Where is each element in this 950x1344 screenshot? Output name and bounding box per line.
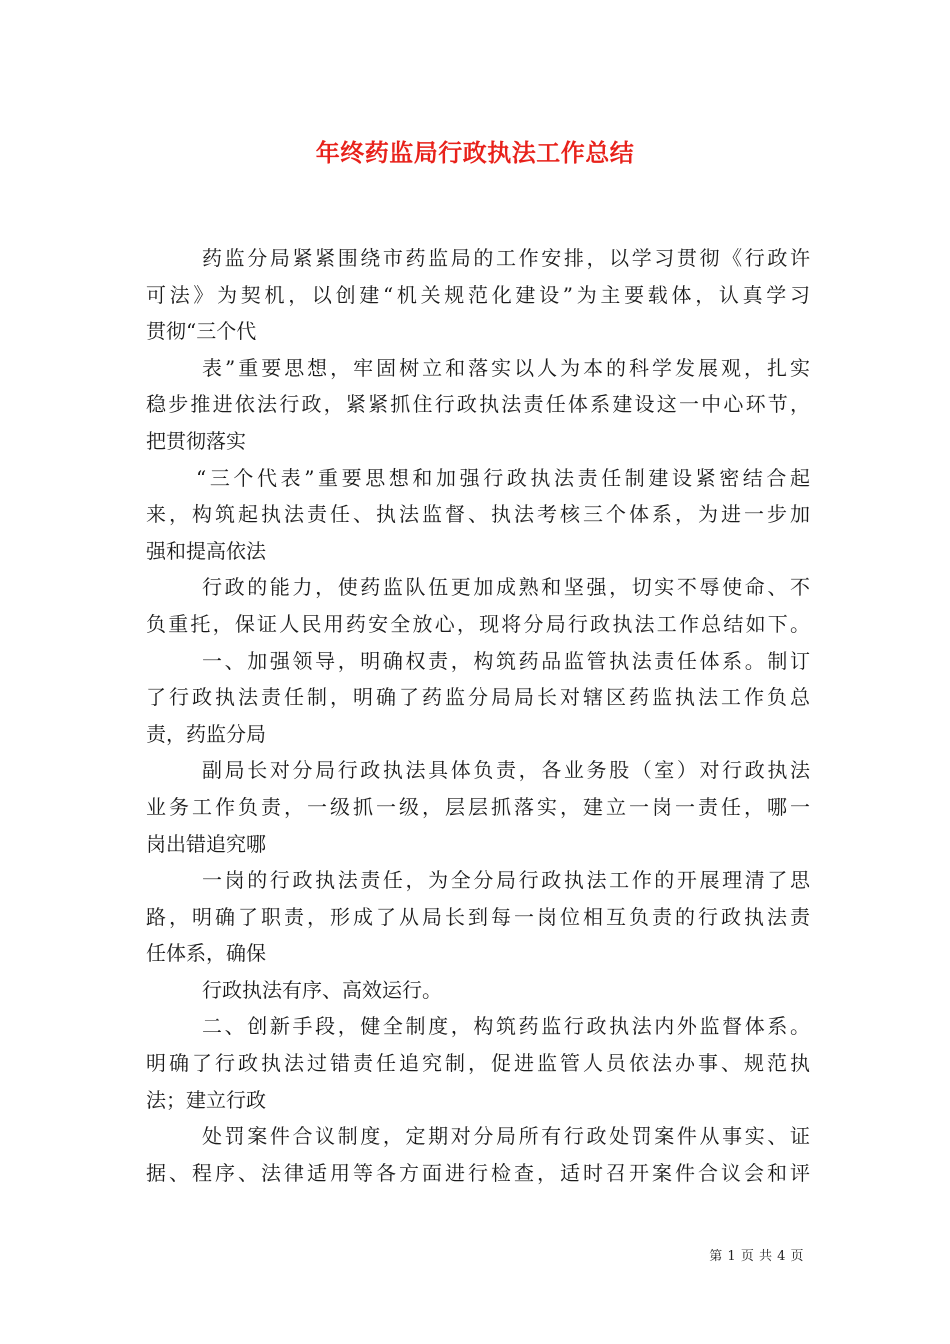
text-line: 行政的能力，使药监队伍更加成熟和坚强，切实不辱使命、不 [202, 575, 810, 600]
text-line: 副局长对分局行政执法具体负责，各业务股（室）对行政执法 [202, 758, 810, 783]
text-line: 一、加强领导，明确权责，构筑药品监管执法责任体系。制订 [202, 648, 810, 673]
text-line: 业务工作负责，一级抓一级，层层抓落实，建立一岗一责任，哪一 [146, 794, 810, 819]
text-line: 任体系，确保 [146, 941, 266, 966]
text-line: 负重托，保证人民用药安全放心，现将分局行政执法工作总结如下。 [146, 611, 810, 636]
text-line: 岗出错追究哪 [146, 831, 266, 856]
text-line: 来，构筑起执法责任、执法监督、执法考核三个体系，为进一步加 [146, 502, 810, 527]
text-line: 二、创新手段，健全制度，构筑药监行政执法内外监督体系。 [202, 1014, 810, 1039]
page-number: 第 1 页 共 4 页 [709, 1249, 804, 1264]
text-line: 药监分局紧紧围绕市药监局的工作安排，以学习贯彻《行政许 [202, 246, 810, 270]
text-line: 了行政执法责任制，明确了药监分局局长对辖区药监执法工作负总 [146, 685, 810, 710]
text-line: 路，明确了职责，形成了从局长到每一岗位相互负责的行政执法责 [146, 904, 810, 929]
text-line: 强和提高依法 [146, 538, 266, 563]
text-line: 行政执法有序、高效运行。 [202, 977, 442, 1002]
document-title: 年终药监局行政执法工作总结 [315, 138, 635, 167]
text-line: 稳步推进依法行政，紧紧抓住行政执法责任体系建设这一中心环节， [146, 392, 810, 417]
text-line: 表”重要思想，牢固树立和落实以人为本的科学发展观，扎实 [202, 355, 810, 380]
text-line: 把贯彻落实 [146, 428, 246, 453]
text-line: 一岗的行政执法责任，为全分局行政执法工作的开展理清了思 [202, 868, 810, 893]
text-line: 责，药监分局 [146, 721, 266, 746]
text-line: 可法》为契机，以创建“机关规范化建设”为主要载体，认真学习 [146, 282, 810, 307]
document-body [146, 240, 810, 1191]
text-line: 明确了行政执法过错责任追究制，促进监管人员依法办事、规范执 [146, 1051, 810, 1076]
text-line: 处罚案件合议制度，定期对分局所有行政处罚案件从事实、证 [202, 1124, 810, 1149]
text-line: 据、程序、法律适用等各方面进行检查，适时召开案件合议会和评 [146, 1160, 810, 1185]
text-line: 贯彻“三个代 [146, 319, 257, 344]
text-line: 法；建立行政 [146, 1087, 266, 1112]
text-line: “三个代表”重要思想和加强行政执法责任制建设紧密结合起 [196, 465, 810, 490]
